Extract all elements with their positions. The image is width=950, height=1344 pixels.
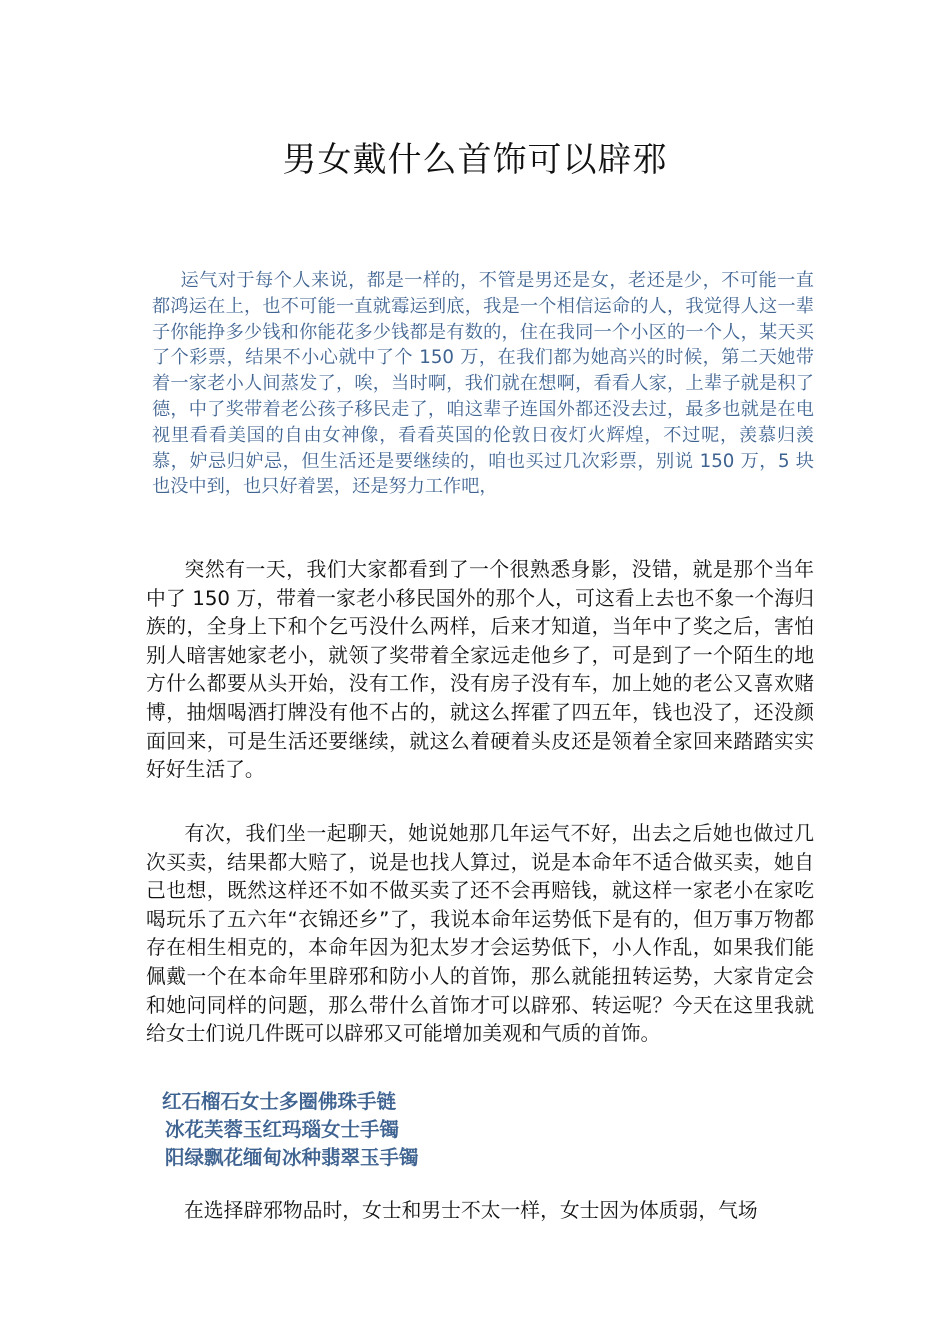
product-link-jade-agate-bangle[interactable]: 冰花芙蓉玉红玛瑙女士手镯	[165, 1118, 400, 1141]
product-link-garnet-bracelet[interactable]: 红石榴石女士多圈佛珠手链	[162, 1090, 397, 1113]
page-title: 男女戴什么首饰可以辟邪	[282, 140, 668, 180]
product-link-jadeite-bangle[interactable]: 阳绿飘花缅甸冰种翡翠玉手镯	[165, 1146, 419, 1169]
paragraph-1-text: 突然有一天，我们大家都看到了一个很熟悉身影，没错，就是那个当年中了 150 万，带着一家老小移民国外的那个人，可这看上去也不象一个海归族的，全身上下和个乞丐没什么两样，后来才知道，当年中了奖之后，害怕别人暗害她家老小，就领了奖带着全家远走他乡了，可是到了一个陌生的地方什么都要从头开始，没有工作，没有房子没有车，加上她的老公又喜欢赌博，抽烟喝酒打牌没有他不占的，就这么挥霍了四五年，钱也没了，还没颜面回来，可是生活还要继续，就这么着硬着头皮还是领着全家回来踏踏实实好好生活了。	[146, 558, 814, 782]
intro-paragraph	[152, 268, 814, 500]
product-link-list	[162, 1088, 419, 1172]
paragraph-3	[146, 1197, 814, 1226]
paragraph-3-text: 在选择辟邪物品时，女士和男士不太一样，女士因为体质弱，气场	[184, 1199, 758, 1222]
intro-text: 运气对于每个人来说，都是一样的，不管是男还是女，老还是少，不可能一直都鸿运在上，也不可能一直就霉运到底，我是一个相信运命的人，我觉得人这一辈子你能挣多少钱和你能花多少钱都是有数的，住在我同一个小区的一个人，某天买了个彩票，结果不小心就中了个 150 万，在我们都为她高兴的时候，第二天她带着一家老小人间蒸发了，唉，当时啊，我们就在想啊，看看人家，上辈子就是积了德，中了奖带着老公孩子移民走了，咱这辈子连国外都还没去过，最多也就是在电视里看看美国的自由女神像，看看英国的伦敦日夜灯火辉煌，不过呢，羡慕归羡慕，妒忌归妒忌，但生活还是要继续的，咱也买过几次彩票，别说 150 万，5 块也没中到，也只好着罢，还是努力工作吧，	[152, 270, 814, 498]
paragraph-2-text: 有次，我们坐一起聊天，她说她那几年运气不好，出去之后她也做过几次买卖，结果都大赔了，说是也找人算过，说是本命年不适合做买卖，她自己也想，既然这样还不如不做买卖了还不会再赔钱，就这样一家老小在家吃喝玩乐了五六年“衣锦还乡”了，我说本命年运势低下是有的，但万事万物都存在相生相克的，本命年因为犯太岁才会运势低下，小人作乱，如果我们能佩戴一个在本命年里辟邪和防小人的首饰，那么就能扭转运势，大家肯定会和她问同样的问题，那么带什么首饰才可以辟邪、转运呢？今天在这里我就给女士们说几件既可以辟邪又可能增加美观和气质的首饰。	[146, 822, 814, 1046]
paragraph-2	[146, 820, 814, 1049]
paragraph-1	[146, 556, 814, 785]
